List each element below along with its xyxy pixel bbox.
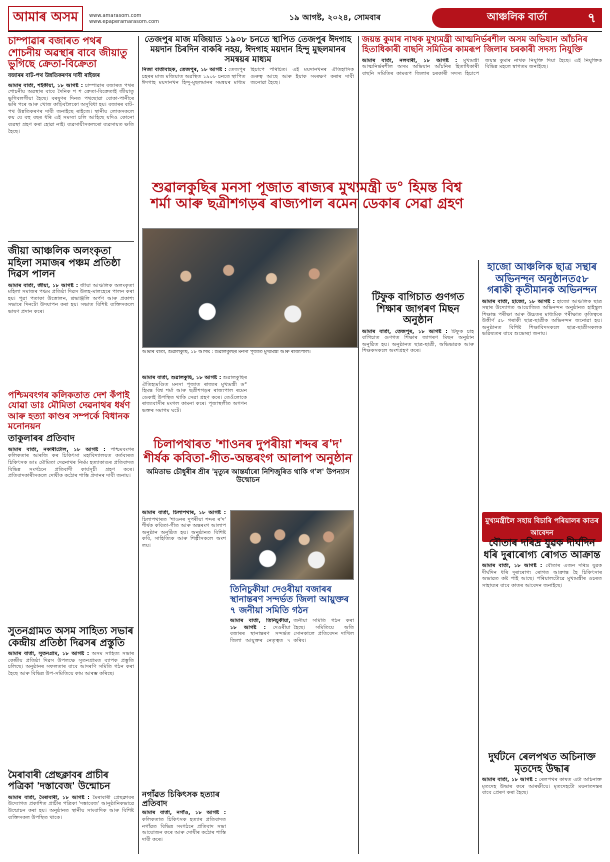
article-body: আমাৰ বাৰ্তা, শুৱালকুছি, ১৮ আগষ্ট : শুৱালকুছিৰ ঐতিহ্যমণ্ডিত মনসা পূজাত ৰাজ্যৰ মুখ্যমন্ত্ৰী ড° হিমন্ত বিশ্ব শৰ্মা আৰু ছত্ৰীশগড়ৰ ৰাজ্যপাল ৰমেন ডেকাই উপস্থিত থাকি সেৱা গ্ৰহণ কৰে। তেওঁলোকে ৰাজ্যবাসীৰ মংগল কামনা কৰে। পূজাস্থলীত অগণন ভক্তৰ সমাগম ঘটে। bbox=[142, 375, 247, 414]
headline: চাম্পাৱাৰ বজাৰত পথৰ শোচনীয় অৱস্থাৰ বাবে জীয়াতু ভুগিছে ক্ৰেতা-বিক্ৰেতা bbox=[8, 36, 128, 70]
article-women bbox=[8, 246, 134, 403]
subheadline: তাকুলাৰৰ প্ৰতিবাদ bbox=[8, 434, 75, 445]
newspaper-logo: আমাৰ অসম bbox=[8, 6, 83, 31]
article-rail bbox=[482, 752, 602, 847]
section-badge: আঞ্চলিক বাৰ্তা ৭ bbox=[432, 8, 602, 28]
article-body: আমাৰ বাৰ্তা, হাজো, ১৮ আগষ্ট : হাজো আঞ্চলিক ছাত্ৰ সন্থাৰ উদ্যোগত আয়োজিত অভিনন্দন অনুষ্ঠানত হাইস্কুল শিক্ষান্ত পৰীক্ষা আৰু উচ্চতৰ মাধ্যমিক পৰীক্ষাত কৃতিত্বৰে উত্তীৰ্ণ ৫৮ গৰাকী ছাত্ৰ-ছাত্ৰীক অভিনন্দন জনোৱা হয়। অনুষ্ঠানত বিশিষ্ট শিক্ষাবিদসকলে ছাত্ৰ-ছাত্ৰীসকলক ভৱিষ্যতৰ বাবে শুভেচ্ছা জনায়। bbox=[482, 298, 602, 338]
article-body: আমাৰ বাৰ্তা, ১৮ আগষ্ট : ৰেলপথৰ কাষত এটা অচিনাক্ত মৃতদেহ উদ্ধাৰ কৰে আৰক্ষীয়ে। মৃতদেহটো ময়নাতদন্তৰ বাবে প্ৰেৰণ কৰা হৈছে। bbox=[482, 777, 602, 797]
headline: মৈৰাবাৰী প্ৰেছক্লাবৰ প্ৰাচীৰ পত্ৰিকা 'দস্তাবেজ' উন্মোচন bbox=[8, 770, 111, 792]
headline: চিলাপথাৰত 'শাওনৰ দুপৰীয়া শব্দৰ ৰ'দ' শীৰ্ষক কবিতা-গীত-অন্তৰংগ আলাপ অনুষ্ঠান bbox=[143, 437, 353, 465]
headline: জীয়া আঞ্চলিক অলংকৃতা মহিলা সমাজৰ পঞ্চম প্ৰতিষ্ঠা দিৱস পালন bbox=[8, 246, 121, 280]
article-tifuk bbox=[362, 292, 474, 409]
article-body: আমাৰ বাৰ্তা, নগাঁও, ১৮ আগষ্ট : কলিকতাত চিকিৎসক হত্যাৰ প্ৰতিবাদত নগাঁৱত বিভিন্ন সংগঠনে প্ৰতিবাদ সভা আয়োজন কৰে আৰু দোষীৰ কঠোৰ শাস্তি দাবী কৰে। bbox=[142, 810, 226, 843]
dateline: ১৯ আগষ্ট, ২০২৪, সোমবাৰ bbox=[289, 13, 381, 22]
article-hajo bbox=[482, 262, 602, 489]
photo-figures bbox=[231, 511, 353, 579]
article-body: আমাৰ বাৰ্তা, নকাৰীটোল, ১৮ আগষ্ট : পশ্চিমবংগৰ কলিকতাৰ আৰজি কৰ চিকিৎসা মহাবিদ্যালয়ত কৰ্তব্যৰত চিকিৎসক ডাঃ মৌমিতা দেৱনাথৰ নিৰ্মম হত্যাকাণ্ডৰ প্ৰতিবাদত বিভিন্ন সংগঠনে প্ৰতিবাদী কাৰ্যসূচী গ্ৰহণ কৰে। প্ৰতিবাদকাৰীসকলে দোষীক কঠোৰ শাস্তি প্ৰদানৰ দাবী জনায়। bbox=[8, 446, 134, 480]
photo-figures bbox=[143, 229, 357, 347]
headline: হাজো আঞ্চলিক ছাত্ৰ সন্থাৰ অভিনন্দন অনুষ্ঠানত৫৮ গৰাকী কৃতীমানক অভিনন্দন bbox=[487, 262, 597, 296]
page-number: ৭ bbox=[587, 11, 596, 26]
website-lines: www.amarasom.com www.epaperamarasom.com bbox=[89, 12, 160, 25]
article-tinisukia bbox=[230, 585, 354, 768]
article-body: আমাৰ বাৰ্তা, ১৮ আগষ্ট : বৌতাৰ এজন দৰিদ্ৰ যুৱক দীৰ্ঘদিন ধৰি দুৰাৰোগ্য ৰোগত আক্ৰান্ত হৈ চিকিৎসাৰ অভাৱত কষ্ট পাই আছে। পৰিয়ালটোৱে মুখ্যমন্ত্ৰীৰ ওচৰত সাহায্যৰ বাবে কাতৰ আবেদন জনাইছে। bbox=[482, 563, 602, 589]
article-body: আমাৰ বাৰ্তা, নলবাৰী, ১৮ আগষ্ট : মুখ্যমন্ত্ৰী আত্মনিৰ্ভৰশীল অসম অভিযান আঁচনিৰ হিতাধিকাৰী বাছনি সমিতিৰ কামৰূপ জিলাৰ চৰকাৰী সদস্য হিচাপে জয়ন্ত কুমাৰ নাথক নিযুক্তি দিয়া হৈছে। এই নিযুক্তিক বিভিন্ন মহলে স্বাগতম জনাইছে। bbox=[362, 57, 602, 77]
headline: পশ্চিমবংগৰ কলিকতাত দেশ কঁপাই যোৱা ডাঃ মৌমিতা দেৱনাথৰ ধৰ্ষণ আৰু হত্যা কাণ্ডৰ সম্পৰ্কে বিধানক মনোনয়ন bbox=[8, 391, 131, 433]
article-appeal bbox=[482, 538, 602, 723]
article-doctor bbox=[142, 790, 226, 850]
headline: নগাঁৱত চিকিৎসক হত্যাৰ প্ৰতিবাদ bbox=[142, 789, 220, 809]
article-tezpur bbox=[142, 36, 354, 145]
left-column bbox=[8, 36, 134, 821]
article-mailabari bbox=[8, 771, 134, 855]
article-cm bbox=[142, 180, 472, 212]
column-divider bbox=[138, 36, 139, 854]
headline: বৌতাৰ দৰিদ্ৰ যুৱক দীৰ্ঘদিন ধৰি দুৰাৰোগ্য ৰোগত আক্ৰান্ত bbox=[483, 538, 601, 561]
article-body: আমাৰ বাৰ্তা, তেজপুৰ, ১৮ আগষ্ট : টিফুক চাহ বাগিচাত গুণগত শিক্ষাৰ জাগৰণ মিছন অনুষ্ঠান অনুষ্ঠিত হয়। অনুষ্ঠানত ছাত্ৰ-ছাত্ৰী, অভিভাৱক আৰু শিক্ষকসকলে অংশগ্ৰহণ কৰে। bbox=[362, 328, 474, 355]
headline: তিনিচুকীয়া দেওৰীয়া বজাৰৰ স্থানান্তৰণ সন্দৰ্ভত জিলা আয়ুক্তৰ ৭ জনীয়া সমিতি গঠন bbox=[230, 585, 349, 616]
article-body: আমাৰ বাৰ্তা, তিনিচুকীয়া, ১৮ আগষ্ট : দেওৰীয়া বজাৰৰ স্থানান্তৰণ সন্দৰ্ভত জিলা আয়ুক্তৰ নেতৃত্বত ৭ জনীয়া সমিতি গঠন কৰা হৈছে। সমিতিয়ে অতি সোনকালে প্ৰতিবেদন দাখিল কৰিব। bbox=[230, 618, 354, 644]
headline: শুৱালকুছিৰ মনসা পূজাত ৰাজ্যৰ মুখ্যমন্ত্ৰী ড° হিমন্ত বিশ্ব শৰ্মা আৰু ছত্ৰীশগড়ৰ ৰাজ্যপাল ৰমেন ডেকাৰ সেৱা গ্ৰহণ bbox=[150, 180, 464, 213]
article-body: আমাৰ বাৰ্তা, সুতনগ্ৰাম, ১৮ আগষ্ট : অসম সাহিত্য সভাৰ কেন্দ্ৰীয় প্ৰতিষ্ঠা দিৱস উপলক্ষে সুতনগ্ৰামত ব্যাপক প্ৰস্তুতি চলিছে। অনুষ্ঠানৰ সফলতাৰ বাবে আদৰণি সমিতি গঠন কৰা হৈছে আৰু বিভিন্ন উপ-সমিতিয়ে কাম আৰম্ভ কৰিছে। bbox=[8, 651, 134, 677]
article-body: আমাৰ বাৰ্তা, শইকীয়া, ১৮ আগষ্ট : চাম্পাৱাৰ বজাৰত পথৰ শোচনীয় অৱস্থাৰ বাবে দৈনিক শ শ ক্ৰেতা-বিক্ৰেতাই জীয়াতু ভুগিবলগীয়া হৈছে। বৰষুণৰ দিনত পথছোৱা বোকা-পানীৰে ভৰি পৰে আৰু খোজ কাঢ়িবলৈকো অসুবিধা হয়। বজাৰৰ বাট-পথ উন্নতিকৰণৰ দাবী জনাইছে ৰাইজে। স্থানীয় লোকসকলে কয় যে বহু বছৰ ধৰি এই সমস্যা চলি আহিছে যদিও কোনো ব্যৱস্থা গ্ৰহণ কৰা হোৱা নাই। ব্যৱসায়ীসকলৰো ব্যৱসায়ত ক্ষতি হৈছে। bbox=[8, 82, 134, 135]
headline: তেজপুৰ মাজ মজিয়াত ১৯০৮ চনতে স্থাপিত তেজপুৰ ঈদগাহ ময়দান চিৰদিন বাকৰি নহয়, ঈদগাহ ময়দান হিন্দু মুছলমানৰ সমন্বয়ৰ মাধ্যম bbox=[144, 35, 352, 65]
headline: সুতনগ্ৰামত অসম সাহিত্য সভাৰ কেন্দ্ৰীয় প্ৰতিষ্ঠা দিৱসৰ প্ৰস্তুতি bbox=[8, 626, 134, 649]
headline: জয়ন্ত কুমাৰ নাথক মুখ্যমন্ত্ৰী আত্মনিৰ্ভৰশীল অসম অভিযান আঁচনিৰ হিতাধিকাৰী বাছনি সমিতিৰ কামৰূপ জিলাৰ চৰকাৰী সদস্য নিযুক্তি bbox=[362, 35, 588, 55]
article-body: আমাৰ বাৰ্তা, মৈৰাবাৰী, ১৮ আগষ্ট : মৈৰাবাৰী প্ৰেছক্লাবৰ উদ্যোগত প্ৰকাশিত প্ৰাচীৰ পত্ৰিকা 'দস্তাবেজ' আনুষ্ঠানিকভাৱে উন্মোচন কৰা হয়। অনুষ্ঠানত স্থানীয় সাংবাদিক আৰু বিশিষ্ট ব্যক্তিসকল উপস্থিত থাকে। bbox=[8, 794, 134, 821]
headline: দুৰ্ঘটনে ৰেলপথত অচিনাক্ত মৃতদেহ উদ্ধাৰ bbox=[488, 752, 596, 775]
subheadline: অমিতাভ চৌধুৰীৰ শ্ৰীৰ 'মৃত্যুৰ আন্তৰ্যাৰো নিশিজুৰিত থাকি গ'ল' উপন্যাস উন্মোচন bbox=[146, 466, 350, 484]
column-divider bbox=[358, 36, 359, 854]
cm-event-photo bbox=[142, 228, 358, 348]
divider bbox=[8, 241, 134, 242]
center-column bbox=[142, 36, 354, 145]
article-sahitya bbox=[8, 626, 134, 751]
article-chilapathar bbox=[142, 438, 354, 484]
column-divider bbox=[478, 260, 479, 854]
article-market bbox=[8, 36, 134, 187]
article-jayanta bbox=[362, 36, 602, 148]
subheadline: বজাৰৰ বাট-পথ উন্নতিকৰণৰ দাবী ৰাইজৰ bbox=[8, 72, 100, 79]
photo-caption: আমাৰ বাৰ্তা, শুৱালকুছি, ১৮ আগষ্ট : শুৱালকুছিৰ মনসা পূজাত মুখ্যমন্ত্ৰী আৰু ৰাজ্যপাল। bbox=[142, 350, 311, 355]
article-body: নিজা বাৰ্তাবাহক, তেজপুৰ, ১৮ আগষ্ট : তেজপুৰ চহৰৰ মাজ মজিয়াত অৱস্থিত ১৯০৮ চনতে স্থাপিত ঈদগাহ ময়দানখন হিন্দু-মুছলমানৰ সমন্বয়ৰ মাধ্যম হিচাপে পৰিচিত। এই ময়দানখনৰ ঐতিহাসিক গুৰুত্ব আছে আৰু ইয়াক সংৰক্ষণ কৰাৰ দাবী জনোৱা হৈছে। bbox=[142, 67, 354, 87]
headline: টিফুক বাগিচাত গুণগত শিক্ষাৰ জাগৰণ মিছন অনুষ্ঠান bbox=[371, 292, 465, 326]
article-kolkata bbox=[8, 391, 134, 572]
article-body: আমাৰ বাৰ্তা, জীয়া, ১৮ আগষ্ট : জীয়া আঞ্চলিক অলংকৃতা মহিলা সমাজৰ পঞ্চম প্ৰতিষ্ঠা দিৱস উলহ-মালহেৰে পালন কৰা হয়। পুৱা পতাকা উত্তোলন, শ্ৰদ্ধাঞ্জলি অৰ্পণ আৰু প্ৰকাশ্য সভাৰে দিনটো উদযাপন কৰা হয়। সভাত বিশিষ্ট ব্যক্তিসকলে ভাষণ প্ৰদান কৰে। bbox=[8, 282, 134, 315]
chilapathar-photo bbox=[230, 510, 354, 580]
masthead bbox=[8, 6, 602, 32]
appeal-banner: মুখ্যমন্ত্ৰীলৈ সহায় বিচাৰি পৰিয়ালৰ কাতৰ আবেদন bbox=[482, 512, 602, 542]
article-body: আমাৰ বাৰ্তা, চিলাপথাৰ, ১৮ আগষ্ট : চিলাপথাৰত 'শাওনৰ দুপৰীয়া শব্দৰ ৰ'দ' শীৰ্ষক কবিতা-গীত আৰু অন্তৰংগ আলাপ অনুষ্ঠান অনুষ্ঠিত হয়। অনুষ্ঠানত বিশিষ্ট কবি, সাহিত্যিক আৰু শিল্পীসকলে অংশ লয়। bbox=[142, 510, 226, 549]
